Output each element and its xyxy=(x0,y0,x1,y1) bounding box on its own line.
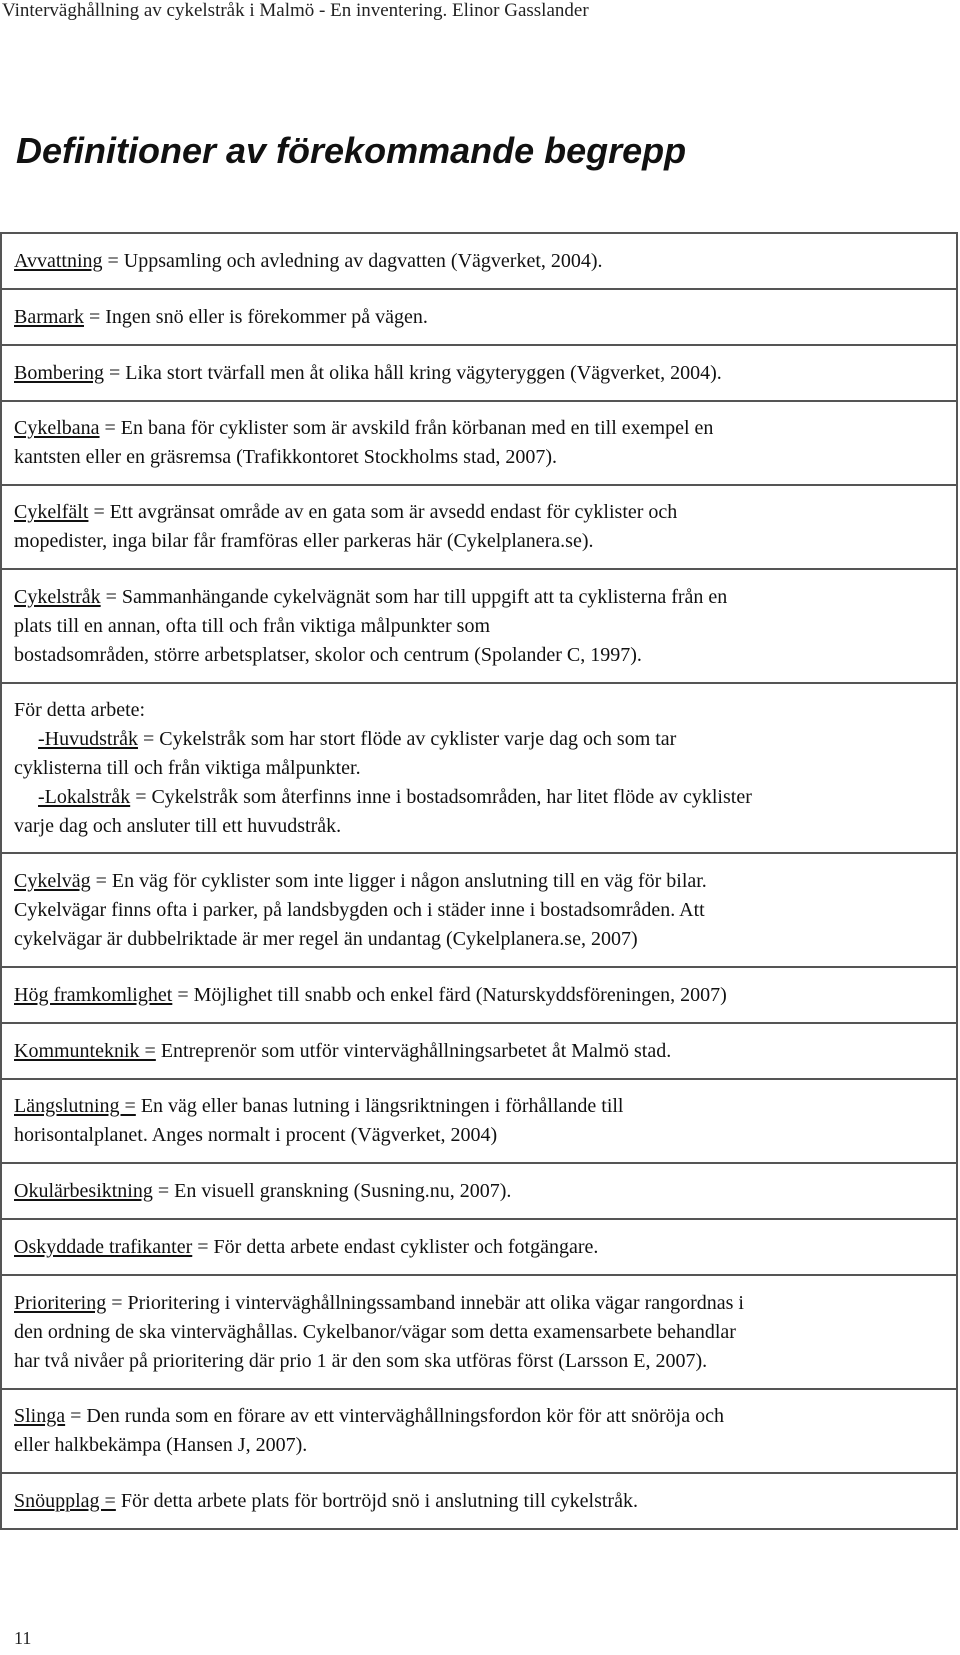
section-heading: Definitioner av förekommande begrepp xyxy=(16,130,687,171)
definition: = Sammanhängande cykelvägnät som har till uppgift att ta cyklisterna från en xyxy=(100,585,728,608)
definition-row-snoupplag xyxy=(2,1474,956,1530)
definition-row-for-detta-arbete xyxy=(2,684,956,854)
definition-line: mopedister, inga bilar får framföras eller parkeras här (Cykelplanera.se). xyxy=(14,530,594,552)
definition-line: varje dag och ansluter till ett huvudstråk. xyxy=(14,814,342,837)
term: Barmark xyxy=(14,305,84,328)
definition: För detta arbete plats för bortröjd snö i anslutning till cykelstråk. xyxy=(115,1489,638,1512)
term: Oskyddade trafikanter xyxy=(14,1235,193,1258)
term: Slinga xyxy=(14,1405,66,1427)
definition-row-cykelbana xyxy=(2,402,956,486)
definition: = Lika stort tvärfall men åt olika håll kring vägyteryggen (Vägverket, 2004). xyxy=(104,361,722,384)
definition: = Cykelstråk som återfinns inne i bostadsområden, har litet flöde av cyklister xyxy=(130,785,752,808)
definitions-table xyxy=(0,232,958,1530)
definition: = Ingen snö eller is förekommer på vägen. xyxy=(83,305,428,328)
definition-line: horisontalplanet. Anges normalt i procent (Vägverket, 2004) xyxy=(14,1124,498,1146)
term: Kommunteknik = xyxy=(14,1039,156,1062)
definition-row-hog-framkomlighet xyxy=(2,968,956,1024)
definition-line: cykelvägar är dubbelriktade är mer regel än undantag (Cykelplanera.se, 2007) xyxy=(14,927,638,950)
definition-row-okularbesiktning xyxy=(2,1164,956,1220)
term: Hög framkomlighet xyxy=(14,983,173,1006)
definition: = En väg för cyklister som inte ligger i någon anslutning till en väg för bilar. xyxy=(90,869,707,892)
definition: = Den runda som en förare av ett vinterväghållningsfordon kör för att snöröja och xyxy=(65,1405,724,1427)
term: -Huvudstråk xyxy=(38,727,138,750)
term: Cykelstråk xyxy=(14,585,101,608)
term: Snöupplag = xyxy=(14,1489,116,1512)
term: Cykelbana xyxy=(14,417,100,439)
definition: Entreprenör som utför vinterväghållningsarbetet åt Malmö stad. xyxy=(155,1039,672,1062)
definition-row-cykelfalt xyxy=(2,486,956,570)
term: -Lokalstråk xyxy=(38,785,131,808)
definition: = Cykelstråk som har stort flöde av cyklister varje dag och som tar xyxy=(137,727,677,750)
term: Längslutning = xyxy=(14,1095,136,1117)
definition: = Uppsamling och avledning av dagvatten (Vägverket, 2004). xyxy=(102,249,603,272)
term: Okulärbesiktning xyxy=(14,1179,153,1202)
term: Prioritering xyxy=(14,1291,107,1314)
definition-line: cyklisterna till och från viktiga målpunkter. xyxy=(14,756,361,779)
definition-row-slinga xyxy=(2,1390,956,1474)
definition-line: bostadsområden, större arbetsplatser, skolor och centrum (Spolander C, 1997). xyxy=(14,643,642,666)
definition-row-barmark xyxy=(2,290,956,346)
definition-row-bombering xyxy=(2,346,956,402)
definition-line: plats till en annan, ofta till och från viktiga målpunkter som xyxy=(14,614,490,637)
definition-row-kommunteknik xyxy=(2,1024,956,1080)
term: Cykelväg xyxy=(14,869,91,892)
term: Bombering xyxy=(14,361,104,384)
definition-line: den ordning de ska vinterväghållas. Cykelbanor/vägar som detta examensarbete behandlar xyxy=(14,1320,736,1343)
definition-row-langslutning xyxy=(2,1080,956,1164)
definition-row-avvattning xyxy=(2,234,956,290)
running-header: Vinterväghållning av cykelstråk i Malmö - En inventering. Elinor Gasslander xyxy=(2,0,589,21)
definition: = Prioritering i vinterväghållningssamband innebär att olika vägar rangordnas i xyxy=(106,1291,744,1314)
definition: = För detta arbete endast cyklister och fotgängare. xyxy=(192,1235,599,1258)
page-number: 11 xyxy=(14,1628,32,1648)
definition-line: eller halkbekämpa (Hansen J, 2007). xyxy=(14,1434,308,1456)
term: Avvattning xyxy=(14,249,103,272)
term: Cykelfält xyxy=(14,501,89,523)
definition-row-oskyddade-trafikanter xyxy=(2,1220,956,1276)
definition-row-prioritering xyxy=(2,1276,956,1390)
definition-line: kantsten eller en gräsremsa (Trafikkontoret Stockholms stad, 2007). xyxy=(14,446,558,468)
definition: = Ett avgränsat område av en gata som är avsedd endast för cyklister och xyxy=(88,501,678,523)
definition-line: Cykelvägar finns ofta i parker, på landsbygden och i städer inne i bostadsområden. Att xyxy=(14,898,705,921)
definition-line: har två nivåer på prioritering där prio 1 är den som ska utföras först (Larsson E, 2007). xyxy=(14,1349,708,1372)
intro-text: För detta arbete: xyxy=(14,698,146,721)
definition-row-cykelstrak xyxy=(2,570,956,684)
definition: = En visuell granskning (Susning.nu, 2007). xyxy=(152,1179,512,1202)
definition-row-cykelvag xyxy=(2,854,956,968)
definition: = Möjlighet till snabb och enkel färd (Naturskyddsföreningen, 2007) xyxy=(172,983,727,1006)
definition: = En bana för cyklister som är avskild från körbanan med en till exempel en xyxy=(99,417,714,439)
definition: En väg eller banas lutning i längsriktningen i förhållande till xyxy=(135,1095,624,1117)
